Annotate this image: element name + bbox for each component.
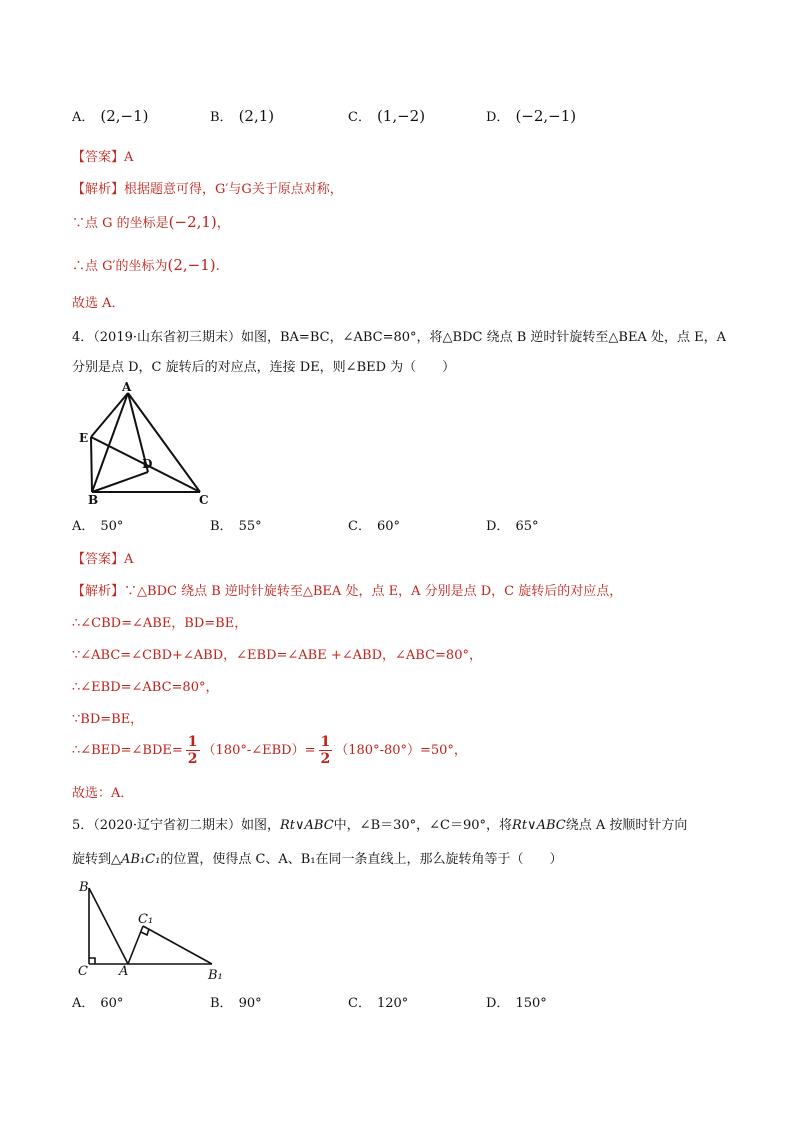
q4-option-d: D． 65° — [486, 519, 539, 534]
q4-analysis-line4: ∴∠EBD=∠ABC=80°， — [72, 680, 219, 695]
q5-stem-line1: 5．（2020·辽宁省初二期末）如图，Rt∨ABC中，∠B＝30°，∠C＝90°，将Rt∨ABC绕点 A 按顺时针方向 — [72, 818, 688, 833]
q5-rotation-figure — [72, 876, 232, 986]
q4-triangle-figure — [72, 380, 222, 505]
q3-option-c: C． (1,−2) — [348, 107, 426, 125]
q5-segment-ac1 — [128, 926, 143, 964]
q5-option-b: B． 90° — [210, 996, 262, 1011]
q5-options — [72, 992, 632, 1014]
q4-segment-ea — [91, 393, 128, 437]
q4-option-c: C． 60° — [348, 519, 400, 534]
q5-segment-c1b1 — [143, 926, 212, 964]
q5-label-c1: C₁ — [138, 912, 154, 927]
q3-answer: 【答案】A — [72, 150, 134, 165]
q5-label-b: B — [79, 880, 89, 895]
q4-fraction-half-1: $\frac{1}{2}$ — [187, 734, 198, 767]
q4-label-e: E — [79, 431, 89, 445]
q4-analysis-line2: ∴∠CBD=∠ABE，BD=BE， — [72, 616, 248, 631]
q5-label-a: A — [119, 964, 129, 979]
q4-label-a: A — [122, 380, 132, 394]
q4-analysis-line1: 【解析】∵△BDC 绕点 B 逆时针旋转至△BEA 处，点 E，A 分别是点 D，C 旋转后的对应点， — [72, 584, 623, 599]
q3-option-a: A． (2,−1) — [72, 107, 149, 125]
q4-segment-ab — [92, 393, 128, 492]
q4-fraction-half-2: $\frac{1}{2}$ — [320, 734, 331, 767]
q4-segment-eb — [91, 437, 92, 492]
q5-label-b1: B₁ — [208, 968, 223, 983]
q4-segment-bd — [92, 472, 148, 492]
q4-stem-line2: 分别是点 D，C 旋转后的对应点，连接 DE，则∠BED 为（ ） — [72, 360, 456, 375]
q4-analysis-line3: ∵∠ABC=∠CBD+∠ABD，∠EBD=∠ABE +∠ABD，∠ABC=80°， — [72, 648, 482, 663]
q3-options — [72, 106, 632, 128]
q3-analysis: 【解析】根据题意可得，G′与G关于原点对称， — [72, 182, 343, 197]
q5-label-c: C — [78, 964, 88, 979]
q4-options — [72, 515, 632, 537]
q3-because: ∵点 G 的坐标是(−2,1)， — [72, 213, 230, 231]
q4-choose: 故选：A． — [72, 786, 134, 801]
q4-label-b: B — [88, 493, 99, 505]
q4-analysis-line6: ∴∠BED=∠BDE= $\frac{1}{2}$ （180°-∠EBD）= $\frac{1}{2}$ （180°-80°）=50°， — [72, 734, 467, 767]
q3-choose: 故选 A． — [72, 296, 125, 311]
q5-right-angle-c — [89, 958, 95, 964]
q4-option-b: B． 55° — [210, 519, 262, 534]
q4-option-a: A． 50° — [72, 519, 124, 534]
q4-stem-line1: 4．（2019·山东省初三期末）如图，BA=BC，∠ABC=80°，将△BDC 绕点 B 逆时针旋转至△BEA 处，点 E，A — [72, 330, 726, 345]
q5-segment-ba — [89, 888, 128, 964]
q5-option-c: C． 120° — [348, 996, 409, 1011]
q4-answer: 【答案】A — [72, 552, 134, 567]
q4-label-c: C — [199, 493, 209, 505]
q5-option-a: A． 60° — [72, 996, 124, 1011]
q3-option-b: B． (2,1) — [210, 107, 275, 125]
q5-option-d: D． 150° — [486, 996, 547, 1011]
q3-option-d: D． (−2,−1) — [486, 107, 577, 125]
q5-stem-line2: 旋转到△AB₁C₁的位置，使得点 C、A、B₁在同一条直线上，那么旋转角等于（ ） — [72, 852, 563, 867]
q3-therefore: ∴点 G′的坐标为(2,−1). — [72, 256, 220, 274]
q4-label-d: D — [142, 457, 153, 471]
q4-segment-ac — [128, 393, 200, 492]
q4-analysis-line5: ∵BD=BE， — [72, 712, 144, 727]
